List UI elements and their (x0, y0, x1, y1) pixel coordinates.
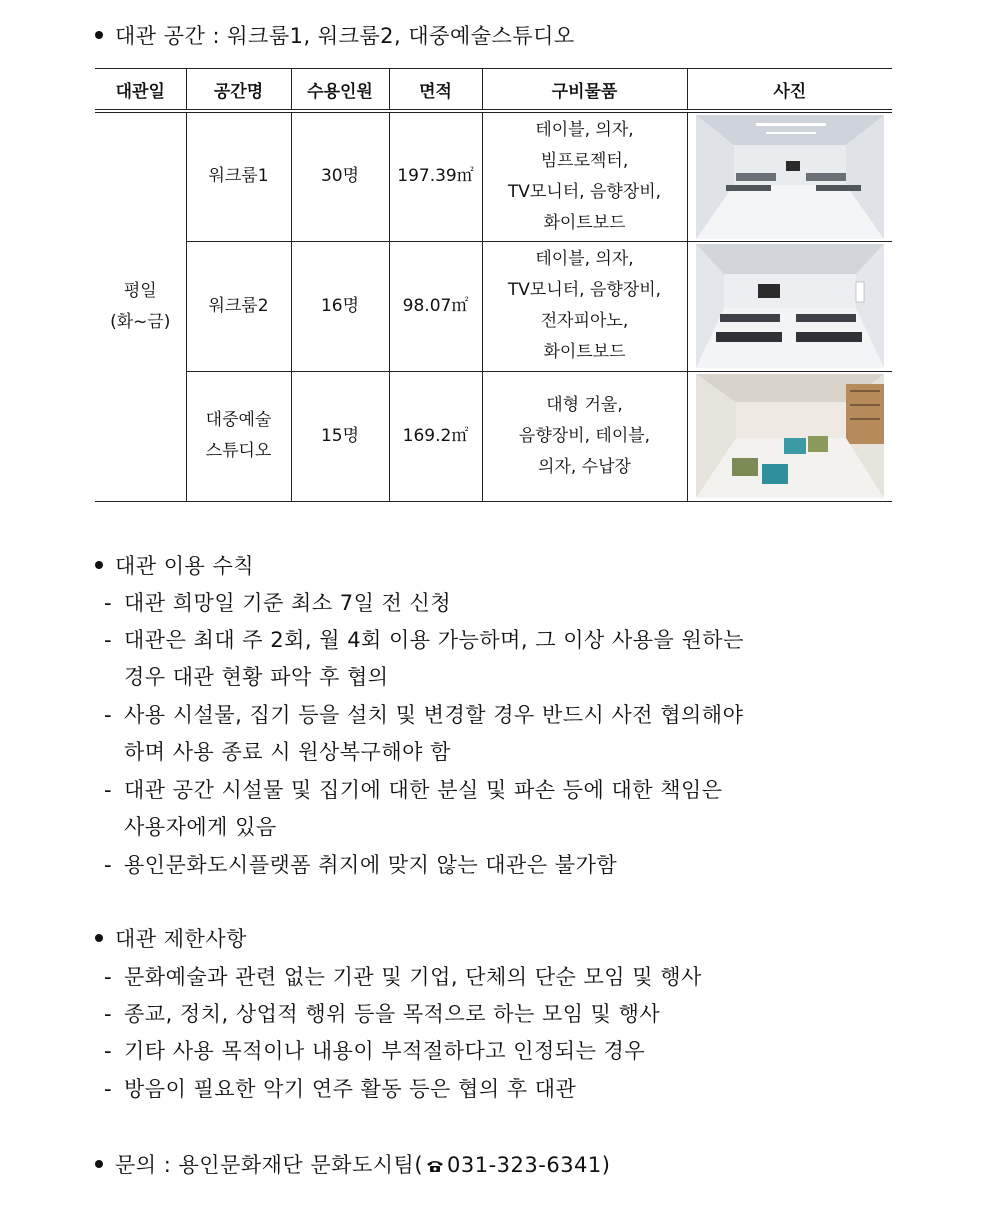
dash-icon: - (103, 1039, 113, 1063)
space-label: 대관 공간 : 워크룸1, 워크룸2, 대중예술스튜디오 (115, 24, 575, 48)
workroom1-photo (696, 115, 884, 239)
capacity-cell: 15명 (291, 371, 389, 501)
equipment-line: 전자피아노, (540, 311, 629, 331)
header-space: 공간명 (186, 69, 291, 112)
bullet-icon (95, 1160, 103, 1168)
equipment-cell (482, 371, 687, 501)
space-name: 워크룸1 (208, 166, 269, 187)
space-name-cell (186, 111, 291, 241)
contact-line (95, 1149, 610, 1179)
rule-text: 대관 공간 시설물 및 집기에 대한 분실 및 파손 등에 대한 책임은 (124, 778, 723, 802)
list-item-continuation: 사용자에게 있음 (124, 815, 277, 839)
equipment-line: 음향장비, 테이블, (518, 425, 651, 446)
list-item (102, 699, 743, 729)
dash-icon: - (103, 628, 113, 652)
photo-cell (687, 111, 892, 241)
bullet-icon (95, 934, 103, 942)
limit-text: 방음이 필요한 악기 연주 활동 등은 협의 후 대관 (124, 1077, 577, 1101)
list-item (102, 624, 744, 654)
dash-icon: - (103, 1077, 113, 1101)
rule-text: 사용 시설물, 집기 등을 설치 및 변경할 경우 반드시 사전 협의해야 (124, 703, 744, 727)
rule-text: 용인문화도시플랫폼 취지에 맞지 않는 대관은 불가함 (124, 853, 618, 877)
list-item (102, 849, 617, 879)
area-cell: 169.2㎡ (389, 371, 482, 501)
list-item (102, 587, 451, 617)
photo-cell (687, 241, 892, 371)
photo-cell (687, 371, 892, 501)
rules-title: 대관 이용 수칙 (115, 554, 255, 578)
list-item (102, 961, 702, 991)
limits-heading (95, 923, 247, 953)
workroom2-photo (696, 244, 884, 368)
table-header-row (95, 69, 892, 112)
table-row (95, 371, 892, 501)
capacity-cell: 16명 (291, 241, 389, 371)
equipment-cell (482, 241, 687, 371)
equipment-line: 화이트보드 (543, 342, 626, 362)
area-cell: 197.39㎡ (389, 111, 482, 241)
header-capacity: 수용인원 (291, 69, 389, 112)
equipment-line: TV모니터, 음향장비, (507, 280, 662, 300)
equipment-cell (482, 111, 687, 241)
list-item (102, 1073, 576, 1103)
header-equipment: 구비물품 (482, 69, 687, 112)
table-row (95, 241, 892, 371)
bullet-icon (95, 561, 103, 569)
list-item (102, 1035, 645, 1065)
equipment-line: 테이블, 의자, (535, 119, 634, 140)
dash-icon: - (103, 965, 113, 989)
telephone-icon (425, 1158, 445, 1174)
rental-table (95, 68, 892, 502)
limit-text: 문화예술과 관련 없는 기관 및 기업, 단체의 단순 모임 및 행사 (124, 965, 702, 989)
limit-text: 기타 사용 목적이나 내용이 부적절하다고 인정되는 경우 (124, 1039, 646, 1063)
space-name-line2: 스튜디오 (205, 441, 272, 461)
equipment-line: 화이트보드 (543, 212, 626, 233)
limit-text: 종교, 정치, 상업적 행위 등을 목적으로 하는 모임 및 행사 (124, 1002, 661, 1026)
list-item-continuation: 경우 대관 현황 파악 후 협의 (124, 665, 389, 689)
rule-text: 대관은 최대 주 2회, 월 4회 이용 가능하며, 그 이상 사용을 원하는 (124, 628, 744, 652)
rules-heading (95, 550, 254, 580)
contact-label: 문의 : 용인문화재단 문화도시팀( (115, 1153, 424, 1177)
area-cell: 98.07㎡ (389, 241, 482, 371)
dash-icon: - (103, 591, 113, 615)
equipment-line: 빔프로젝터, (540, 150, 629, 171)
equipment-line: 의자, 수납장 (538, 456, 631, 477)
day-sub-label: (화~금) (110, 311, 171, 332)
limits-title: 대관 제한사항 (115, 927, 247, 951)
dash-icon: - (103, 853, 113, 877)
table-row (95, 111, 892, 241)
rule-text: 대관 희망일 기준 최소 7일 전 신청 (124, 591, 452, 615)
list-item (102, 774, 723, 804)
list-item-continuation: 하며 사용 종료 시 원상복구해야 함 (124, 740, 451, 764)
equipment-line: TV모니터, 음향장비, (507, 181, 662, 202)
equipment-line: 테이블, 의자, (535, 249, 634, 269)
space-name-cell (186, 371, 291, 501)
header-area: 면적 (389, 69, 482, 112)
space-name: 대중예술 (205, 410, 272, 430)
equipment-line: 대형 거울, (546, 394, 623, 415)
dash-icon: - (103, 1002, 113, 1026)
dash-icon: - (103, 778, 113, 802)
header-photo: 사진 (687, 69, 892, 112)
studio-photo (696, 374, 884, 498)
bullet-icon (95, 31, 103, 39)
day-cell (95, 111, 186, 501)
space-name: 워크룸2 (208, 295, 269, 316)
space-heading (95, 20, 575, 50)
space-name-cell (186, 241, 291, 371)
list-item (102, 998, 660, 1028)
day-label: 평일 (123, 280, 157, 301)
dash-icon: - (103, 703, 113, 727)
header-date: 대관일 (95, 69, 186, 112)
capacity-cell: 30명 (291, 111, 389, 241)
contact-phone: 031-323-6341) (447, 1153, 611, 1177)
